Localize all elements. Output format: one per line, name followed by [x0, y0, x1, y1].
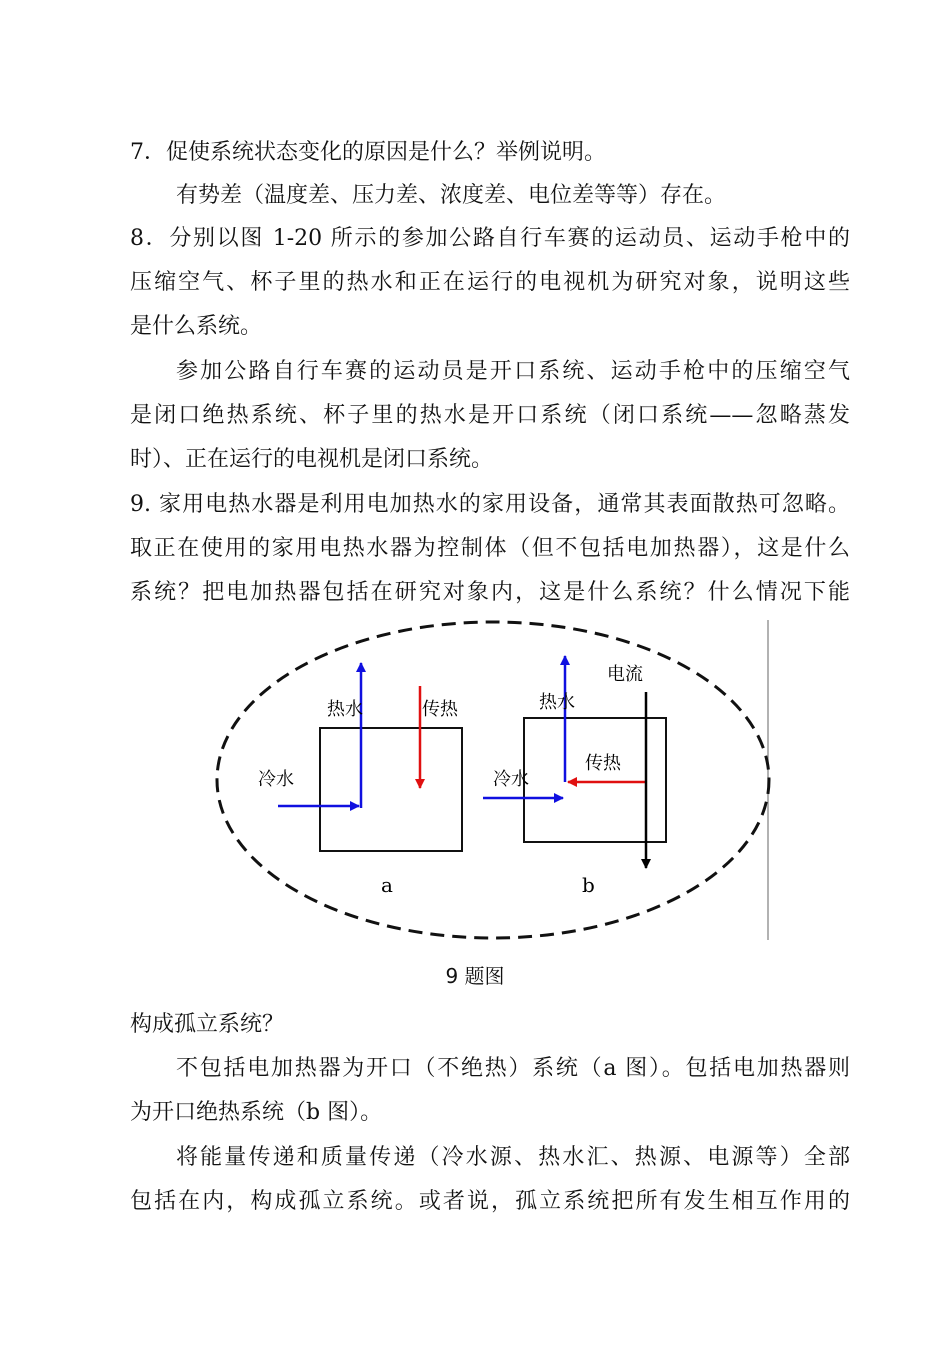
q8-question-line-3: 是什么系统。 — [130, 314, 263, 339]
q9-question-line-4: 构成孤立系统？ — [130, 1012, 285, 1037]
q8-question-line-1: 8．分别以图 1-20 所示的参加公路自行车赛的运动员、运动手枪中的 — [130, 226, 850, 251]
q8-answer-line-2: 是闭口绝热系统、杯子里的热水是开口系统（闭口系统——忽略蒸发 — [130, 403, 850, 428]
diagram-a-heat-label: 传热 — [422, 699, 458, 720]
q9-answer-line-3: 将能量传递和质量传递（冷水源、热水汇、热源、电源等）全部 — [176, 1145, 850, 1170]
diagram-b-label: b — [582, 873, 595, 897]
diagram-b-cold-water-label: 冷水 — [493, 769, 529, 790]
diagram-a-box — [320, 728, 462, 851]
q9-question-line-2: 取正在使用的家用电热水器为控制体（但不包括电加热器），这是什么 — [130, 536, 850, 561]
q9-answer-line-2: 为开口绝热系统（b 图）。 — [130, 1100, 383, 1125]
figure-caption: 9 题图 — [445, 964, 505, 988]
q9-question-line-1: 9. 家用电热水器是利用电加热水的家用设备，通常其表面散热可忽略。 — [130, 492, 850, 517]
q9-question-line-3: 系统？把电加热器包括在研究对象内，这是什么系统？什么情况下能 — [130, 580, 850, 605]
q9-answer-line-4: 包括在内，构成孤立系统。或者说，孤立系统把所有发生相互作用的 — [130, 1189, 850, 1214]
q8-answer-line-1: 参加公路自行车赛的运动员是开口系统、运动手枪中的压缩空气 — [176, 359, 850, 384]
q8-question-line-2: 压缩空气、杯子里的热水和正在运行的电视机为研究对象，说明这些 — [130, 270, 850, 295]
diagram-a-cold-water-label: 冷水 — [258, 769, 294, 790]
q9-answer-line-1: 不包括电加热器为开口（不绝热）系统（a 图）。包括电加热器则 — [176, 1056, 850, 1081]
diagram-b-current-label: 电流 — [607, 664, 643, 685]
diagram-a-hot-water-label: 热水 — [327, 699, 363, 720]
q7-answer: 有势差（温度差、压力差、浓度差、电位差等等）存在。 — [176, 183, 727, 208]
diagram-b-heat-label: 传热 — [585, 753, 621, 774]
diagram-b-box — [524, 718, 666, 842]
q8-answer-line-3: 时）、正在运行的电视机是闭口系统。 — [130, 447, 494, 472]
q7-question: 7．促使系统状态变化的原因是什么？举例说明。 — [130, 140, 606, 165]
diagram-a-label: a — [381, 873, 393, 897]
diagram-b-hot-water-label: 热水 — [539, 692, 575, 713]
